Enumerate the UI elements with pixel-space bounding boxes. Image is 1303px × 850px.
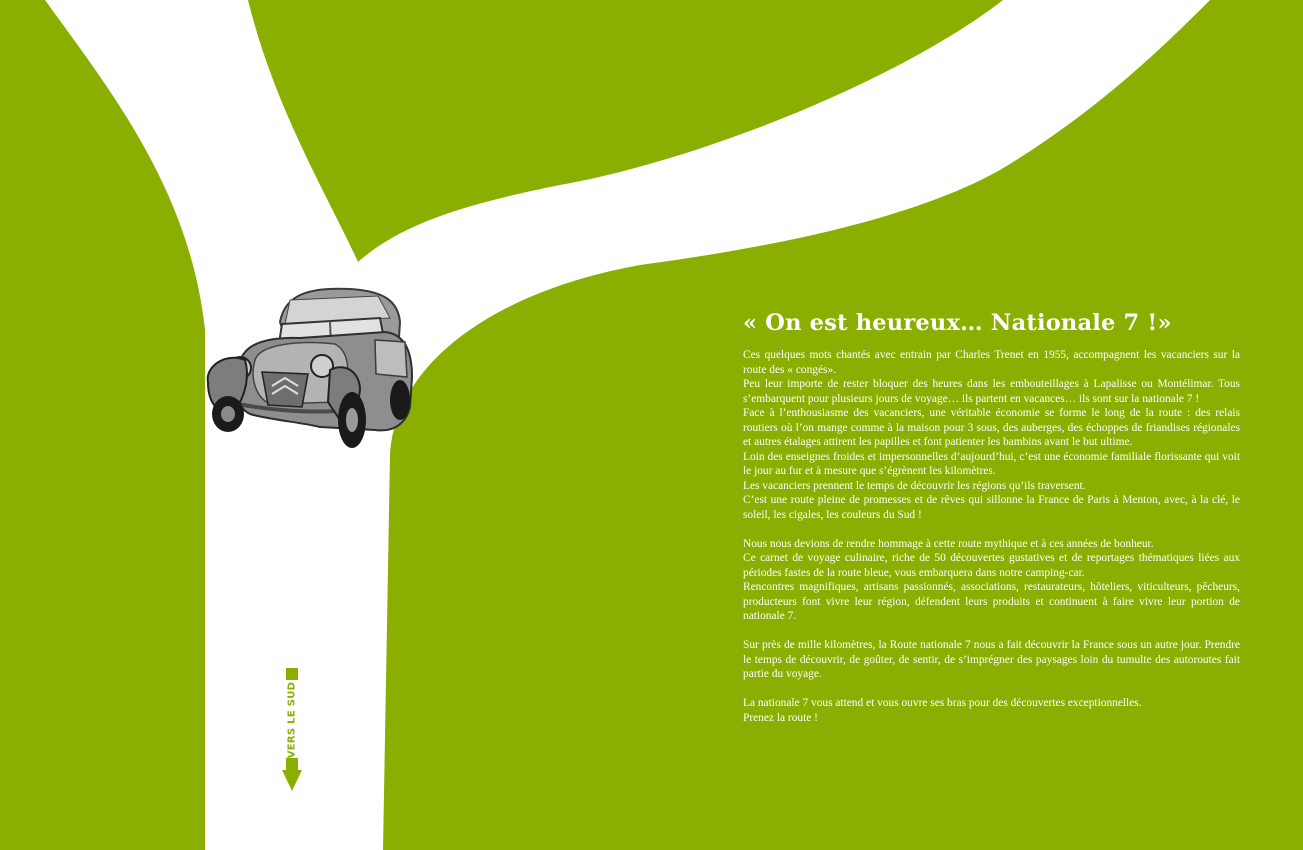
car-photo-icon <box>200 282 420 457</box>
direction-sign <box>282 668 302 793</box>
paragraph: Prenez la route ! <box>743 711 818 724</box>
paragraph: Nous nous devions de rendre hommage à cette route mythique et à ces années de bonheur. <box>743 537 1154 550</box>
paragraph-spacer <box>743 522 1240 537</box>
sign-bar <box>286 668 298 680</box>
paragraph: Rencontres magnifiques, artisans passionnés, associations, restaurateurs, hôteliers, viticulteurs, pêcheurs, producteurs font vivre leur région, défendent leurs produits et continuent à faire vivre leur portion de nationale 7. <box>743 581 1240 622</box>
paragraph-spacer <box>743 624 1240 639</box>
paragraph: Ce carnet de voyage culinaire, riche de 50 découvertes gustatives et de reportages thématiques liées aux périodes fastes de la route bleue, vous embarquera dans notre camping-car. <box>743 552 1240 579</box>
paragraph: Ces quelques mots chantés avec entrain par Charles Trenet en 1955, accompagnent les vacanciers sur la route des « congés». <box>743 349 1240 376</box>
paragraph: Face à l’enthousiasme des vacanciers, une véritable économie se forme le long de la route : des relais routiers où l’on mange comme à la maison pour 3 sous, des auberges, des échoppes de friandises régionales et autres étalages attirent les papilles et font patienter les bambins avant le but ultime. <box>743 407 1240 448</box>
direction-label: VERS LE SUD <box>286 681 298 759</box>
paragraph: Sur près de mille kilomètres, la Route nationale 7 nous a fait découvrir la France sous un autre jour. Prendre le temps de découvrir, de goûter, de sentir, de s’imprégner des paysages loin du tumulte des autoroutes fait partie du voyage. <box>743 639 1240 680</box>
paragraph: Loin des enseignes froides et impersonnelles d’aujourd’hui, c’est une économie familiale florissante qui voit le jour au fur et à mesure que s’égrènent les kilomètres. <box>743 450 1240 477</box>
paragraph: Les vacanciers prennent le temps de découvrir les régions qu’ils traversent. <box>743 479 1086 492</box>
article <box>743 310 1240 725</box>
paragraph: C’est une route pleine de promesses et de rêves qui sillonne la France de Paris à Menton, avec, à la clé, le soleil, les cigales, les couleurs du Sud ! <box>743 494 1240 521</box>
paragraph: Peu leur importe de rester bloquer des heures dans les embouteillages à Lapalisse ou Montélimar. Tous s’embarquent pour plusieurs jours de voyage… ils partent en vacances… ils sont sur la nationale 7 ! <box>743 378 1240 405</box>
paragraph-spacer <box>743 682 1240 697</box>
article-title: « On est heureux… Nationale 7 !» <box>743 310 1172 336</box>
paragraph: La nationale 7 vous attend et vous ouvre ses bras pour des découvertes exceptionnelles. <box>743 697 1142 709</box>
arrow-down-icon <box>282 758 302 791</box>
